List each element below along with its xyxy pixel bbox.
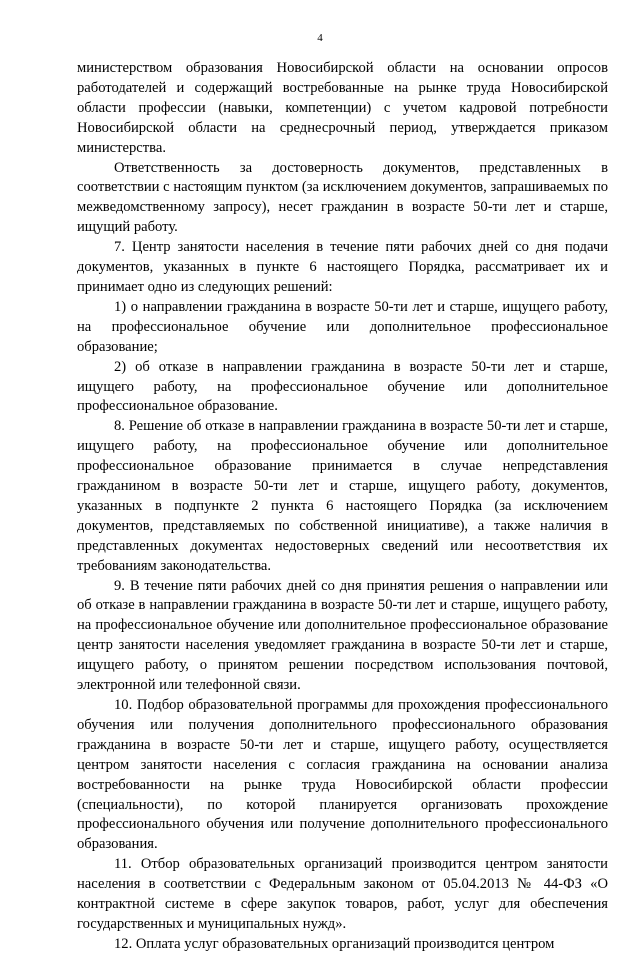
paragraph-clause-10: 10. Подбор образовательной программы для прохождения профессионального обучения или получения дополнительного профессионального образования гражданина в возрасте 50-ти лет и старше, ищущего работу, осуществляется центром занятости населения с согласия гражданина на основании анализа востребованности на рынке труда Новосибирской области профессии (специальности), по которой планируется организовать прохождение профессионального обучения или получение дополнительного профессионального образования. [77, 697, 608, 853]
paragraph-clause-7-item-2: 2) об отказе в направлении гражданина в возрасте 50-ти лет и старше, ищущего работу, на профессиональное обучение или дополнительное профессиональное образование. [77, 358, 608, 415]
paragraph-clause-8: 8. Решение об отказе в направлении гражданина в возрасте 50-ти лет и старше, ищущего работу, на профессиональное обучение или дополнительное профессиональное образование принимается в случае непредставления гражданином в возрасте 50-ти лет и старше, ищущего работу, документов, указанных в подпункте 2 пункта 6 настоящего Порядка (за исключением документов, представляемых по собственной инициативе), а также наличия в представленных документах недостоверных сведений или несоответствия их требованиям законодательства. [77, 418, 608, 574]
page-number: 4 [317, 32, 323, 44]
paragraph-clause-11: 11. Отбор образовательных организаций производится центром занятости населения в соответствии с Федеральным законом от 05.04.2013 № 44-ФЗ «О контрактной системе в сфере закупок товаров, работ, услуг для обеспечения государственных и муниципальных нужд». [77, 856, 608, 932]
paragraph-continuation: министерством образования Новосибирской области на основании опросов работодателей и содержащий востребованные на рынке труда Новосибирской области профессии (навыки, компетенции) с учетом кадровой потребности Новосибирской области на среднесрочный период, утверждается приказом министерства. [77, 60, 608, 156]
paragraph-clause-12: 12. Оплата услуг образовательных организаций производится центром [114, 935, 555, 952]
paragraph-clause-9: 9. В течение пяти рабочих дней со дня принятия решения о направлении или об отказе в направлении гражданина в возрасте 50-ти лет и старше, ищущего работу, на профессиональное обучение или дополнительное профессиональное образование центр занятости населения уведомляет гражданина в возрасте 50-ти лет и старше, ищущего работу, о принятом решении посредством использования почтовой, электронной или телефонной связи. [77, 577, 608, 694]
document-body [77, 59, 608, 955]
paragraph-clause-7-item-1: 1) о направлении гражданина в возрасте 50-ти лет и старше, ищущего работу, на профессиональное обучение или дополнительное профессиональное образование; [77, 298, 608, 355]
paragraph-clause-7: 7. Центр занятости населения в течение пяти рабочих дней со дня подачи документов, указанных в пункте 6 настоящего Порядка, рассматривает их и принимает одно из следующих решений: [77, 239, 608, 295]
paragraph-responsibility: Ответственность за достоверность документов, представленных в соответствии с настоящим пунктом (за исключением документов, запрашиваемых по межведомственному запросу), несет гражданин в возрасте 50-ти лет и старше, ищущий работу. [77, 159, 608, 236]
